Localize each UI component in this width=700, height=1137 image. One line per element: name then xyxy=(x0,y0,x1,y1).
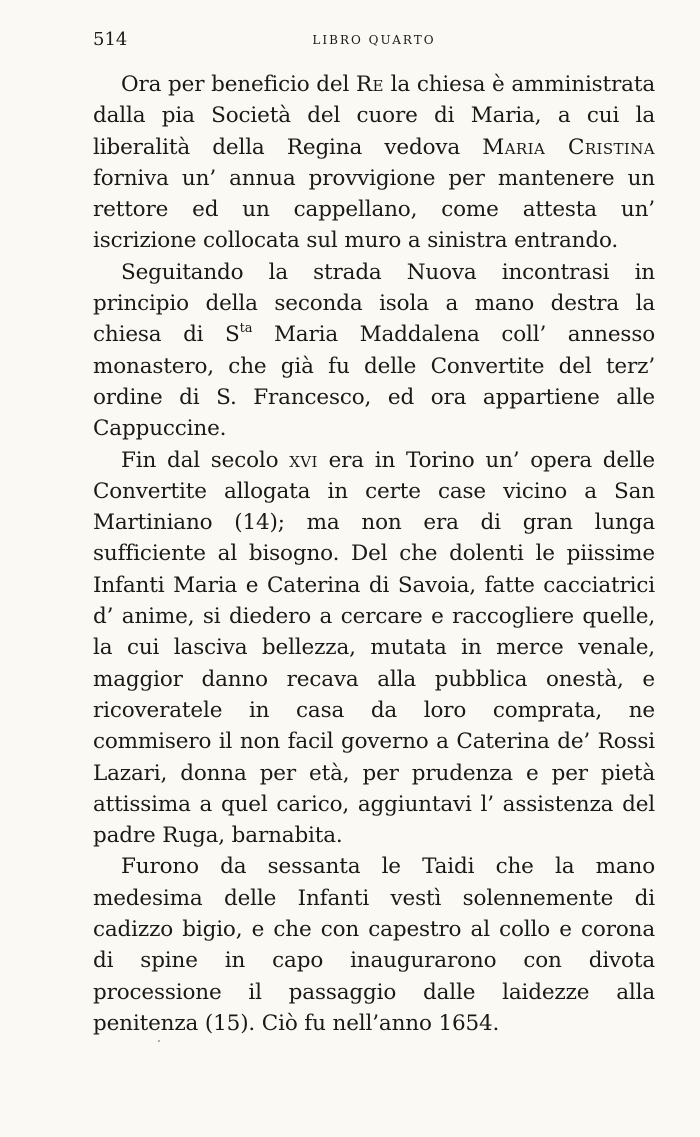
paragraph-1-text-c: forniva un’ annua provvigione per mantenere un rettore ed un cappellano, come attesta un’ iscrizione collocata sul muro a sinistra entrando. xyxy=(93,165,655,254)
paragraph-4-text-a: Furono da sessanta le Taidi che la mano medesima delle Infanti vestì solennemente di cadizzo bigio, e che con capestro al collo e corona di spine in capo inaugurarono con divota processione il passaggio dalle laidezze alla penitenza (15). Ciò fu nell’anno 1654. xyxy=(93,854,655,1036)
paragraph-3-text-a: Fin dal secolo xyxy=(121,447,290,473)
small-caps-century: xvi xyxy=(289,447,318,473)
page-header xyxy=(93,26,655,54)
paragraph-1 xyxy=(93,69,655,257)
page-number: 514 xyxy=(93,29,128,50)
paragraph-1-text-b: la chiesa è amministrata dalla pia Società del cuore di Maria, a cui la liberalità della Regina vedova xyxy=(93,72,656,160)
running-head: LIBRO QUARTO xyxy=(312,33,436,47)
paragraph-1-text-a: Ora per beneficio del xyxy=(121,72,356,97)
paragraph-3 xyxy=(93,445,655,852)
paragraph-2 xyxy=(93,257,655,445)
paragraph-3-text-b: era in Torino un’ opera delle Convertite allogata in certe case vicino a San Martiniano (14); ma non era di gran lunga sufficiente al bisogno. Del che dolenti le piissime Infanti Maria e Caterina di Savoia, fatte cacciatrici d’ anime, si diedero a cercare e raccogliere quelle, la cui lasciva bellezza, mutata in merce venale, maggior danno recava alla pubblica onestà, e ricoveratele in casa da loro comprata, ne commisero il non facil governo a Caterina de’ Rossi Lazari, donna per età, per prudenza e per pietà attissima a quel carico, aggiuntavi l’ assistenza del padre Ruga, barnabita. xyxy=(93,447,655,849)
superscript-ta: ta xyxy=(239,321,253,337)
body-text xyxy=(93,69,655,1039)
small-caps-re: Re xyxy=(355,72,384,97)
paragraph-2-text-b: Maria Maddalena coll’ annesso monastero, che già fu delle Convertite del terz’ ordine di S. Francesco, ed ora appartiene alle Cappuccine. xyxy=(93,322,655,442)
paragraph-2-text-a: Seguitando la strada Nuova incontrasi in principio della seconda isola a mano destra la chiesa di S xyxy=(93,259,655,348)
small-caps-maria-cristina: Maria Cristina xyxy=(482,134,656,160)
ink-speck xyxy=(158,1040,160,1042)
paragraph-4 xyxy=(93,851,655,1039)
